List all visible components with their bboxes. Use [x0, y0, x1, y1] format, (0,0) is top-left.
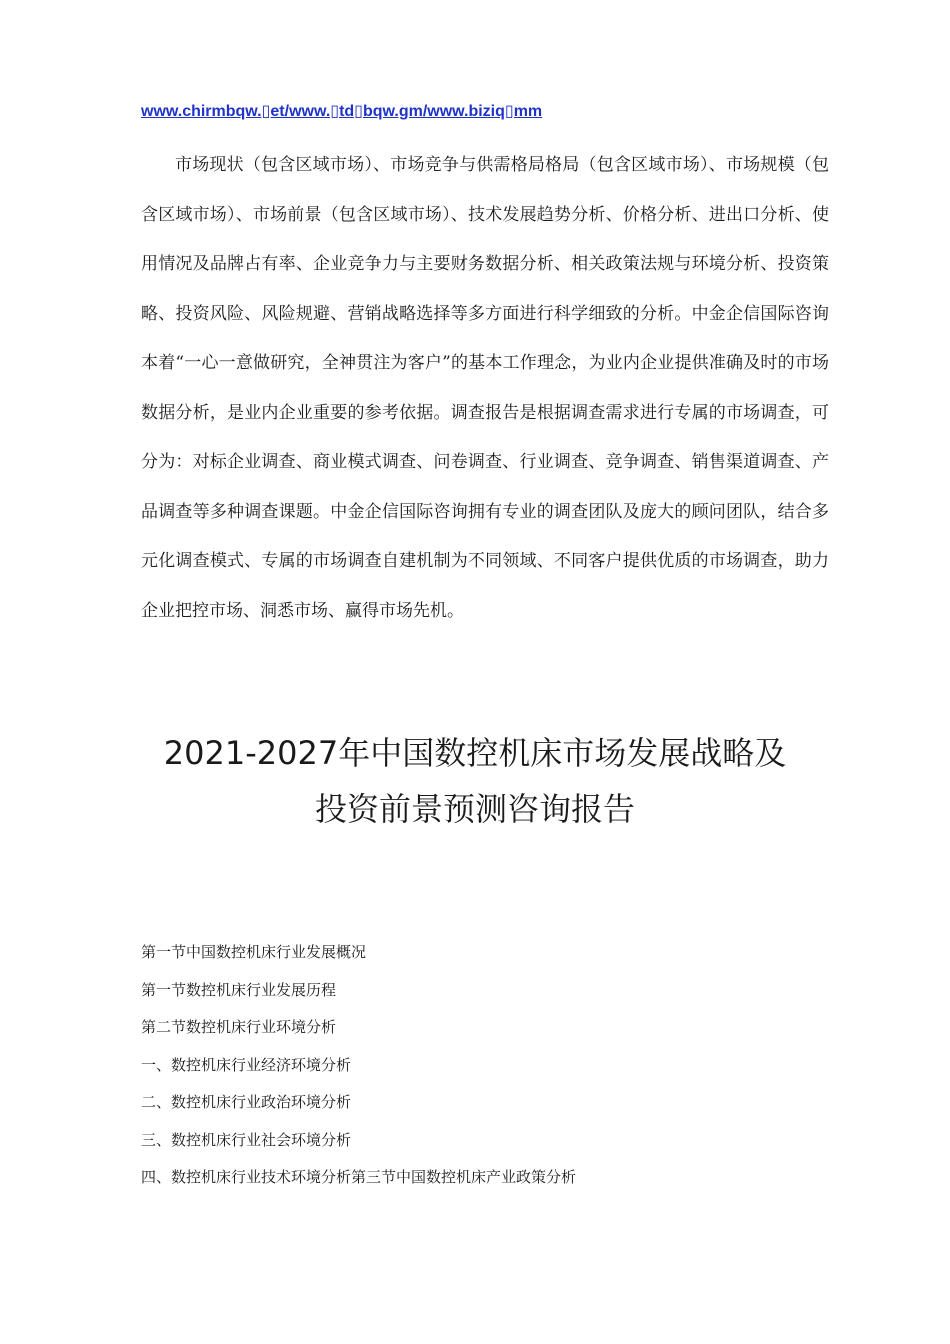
- toc-item: 一、数控机床行业经济环境分析: [141, 1055, 352, 1074]
- report-title-line-1: 2021-2027年中国数控机床市场发展战略及: [163, 734, 787, 772]
- report-title-line-2: 投资前景预测咨询报告: [314, 790, 635, 828]
- toc-item: 第一节数控机床行业发展历程: [141, 980, 337, 999]
- website-link[interactable]: www.chirmbqw.▯et/www.▯td▯bqw.gm/www.biziq▯mm: [141, 103, 543, 120]
- toc-item: 第二节数控机床行业环境分析: [141, 1018, 337, 1036]
- toc-item: 第一节中国数控机床行业发展概况: [141, 943, 367, 961]
- intro-paragraph: 市场现状（包含区域市场）、市场竞争与供需格局格局（包含区域市场）、市场规模（包含区域市场）、市场前景（包含区域市场）、技术发展趋势分析、价格分析、进出口分析、使用情况及品牌占有率、企业竞争力与主要财务数据分析、相关政策法规与环境分析、投资策略、投资风险、风险规避、营销战略选择等多方面进行科学细致的分析。中金企信国际咨询本着“一心一意做研究，全神贯注为客户”的基本工作理念，为业内企业提供准确及时的市场数据分析，是业内企业重要的参考依据。调查报告是根据调查需求进行专属的市场调查，可分为：对标企业调查、商业模式调查、问卷调查、行业调查、竞争调查、销售渠道调查、产品调查等多种调查课题。中金企信国际咨询拥有专业的调查团队及庞大的顾问团队，结合多元化调查模式、专属的市场调查自建机制为不同领域、不同客户提供优质的市场调查，助力企业把控市场、洞悉市场、赢得市场先机。: [141, 155, 829, 621]
- toc-item: 二、数控机床行业政治环境分析: [141, 1093, 352, 1111]
- toc-item: 三、数控机床行业社会环境分析: [141, 1130, 352, 1149]
- table-of-contents: [141, 934, 576, 1197]
- toc-item: 四、数控机床行业技术环境分析第三节中国数控机床产业政策分析: [141, 1168, 577, 1186]
- report-title: [141, 725, 809, 837]
